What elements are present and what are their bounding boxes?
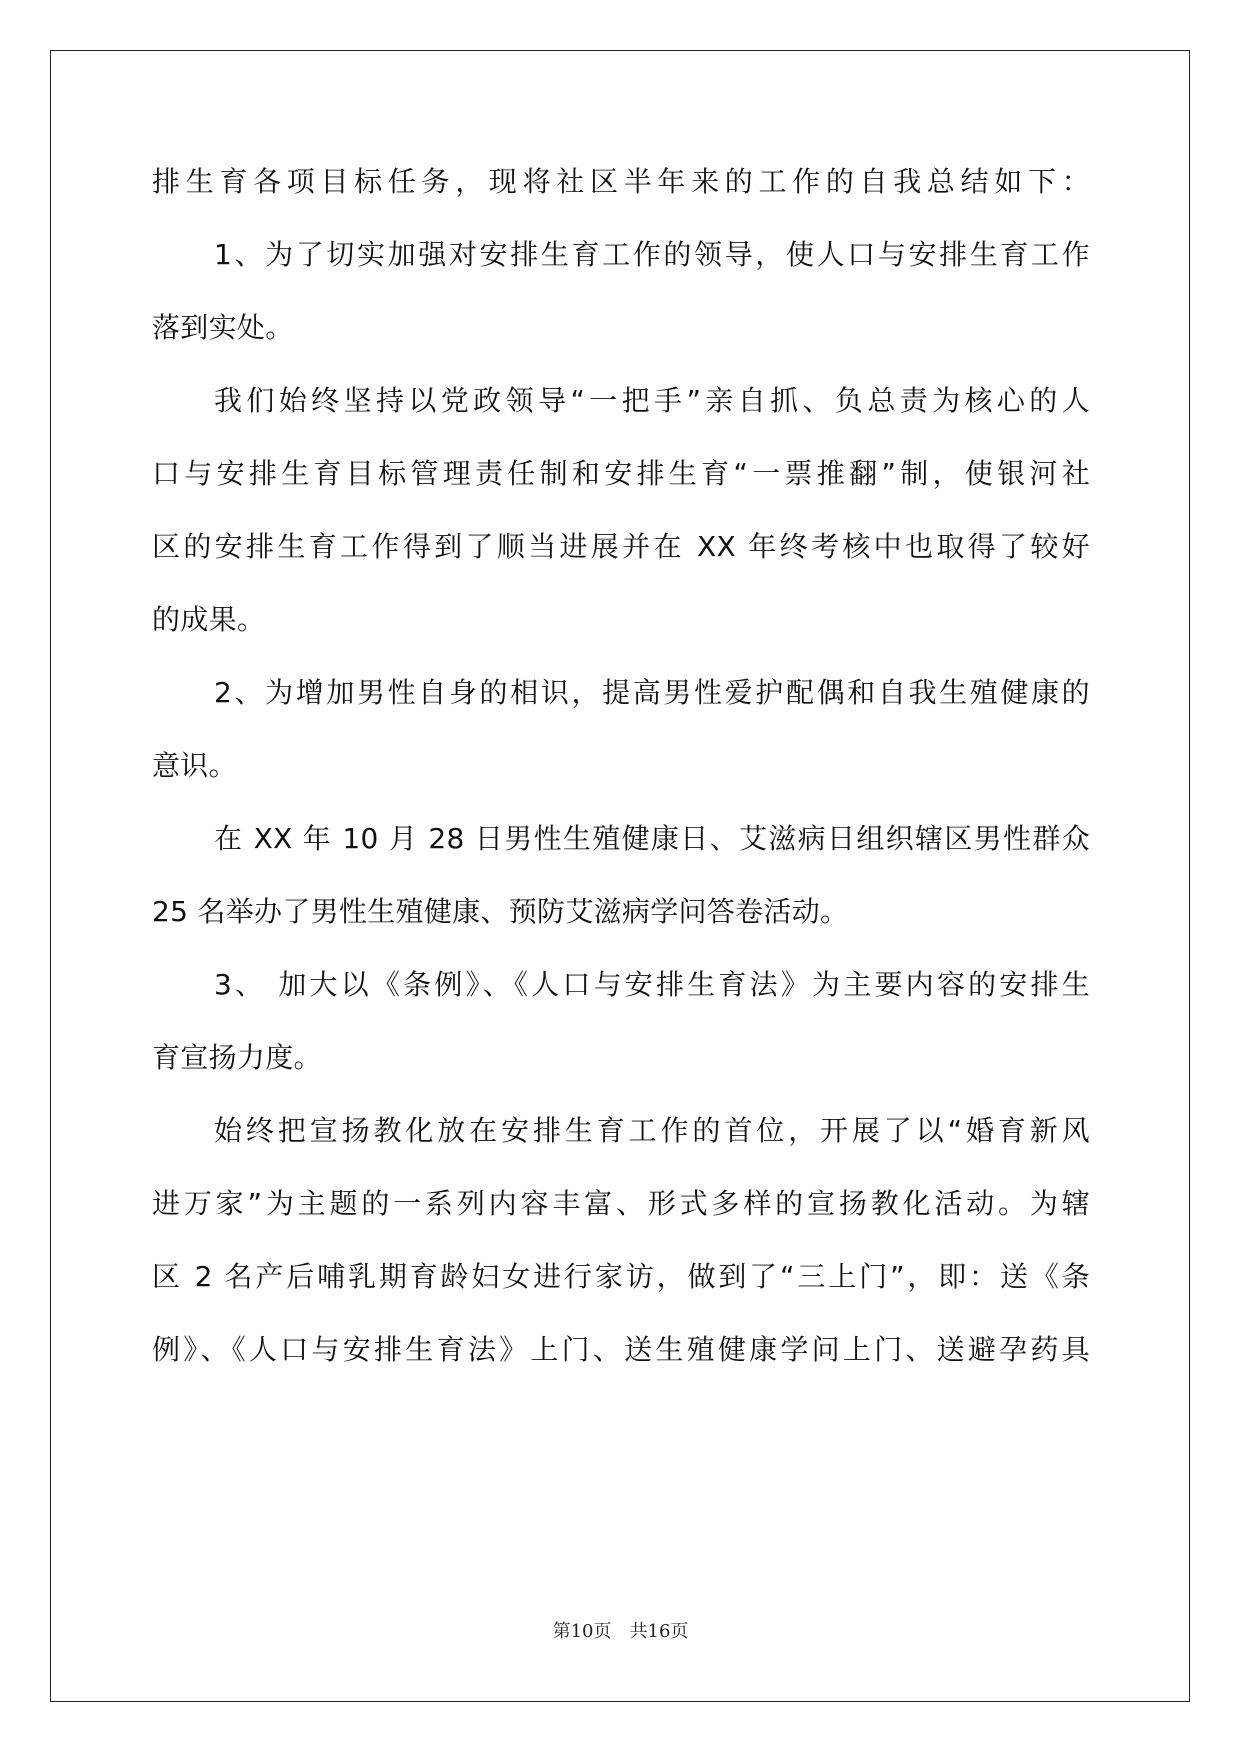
paragraph-line: 口与安排生育目标管理责任制和安排生育“一票推翻”制，使银河社 (152, 457, 1090, 490)
paragraph-line: 的成果。 (152, 603, 266, 636)
paragraph-line: 始终把宣扬教化放在安排生育工作的首位，开展了以“婚育新风 (214, 1114, 1090, 1147)
paragraph-line: 进万家”为主题的一系列内容丰富、形式多样的宣扬教化活动。为辖 (152, 1187, 1090, 1220)
paragraph-line: 在 XX 年 10 月 28 日男性生殖健康日、艾滋病日组织辖区男性群众 (214, 822, 1090, 855)
paragraph-line: 意识。 (152, 749, 237, 782)
paragraph-line: 25 名举办了男性生殖健康、预防艾滋病学问答卷活动。 (152, 895, 849, 928)
paragraph-line: 区的安排生育工作得到了顺当进展并在 XX 年终考核中也取得了较好 (152, 530, 1090, 563)
paragraph-line: 育宣扬力度。 (152, 1041, 322, 1074)
paragraph-line: 我们始终坚持以党政领导“一把手”亲自抓、负总责为核心的人 (214, 384, 1090, 417)
paragraph-line: 例》、《人口与安排生育法》上门、送生殖健康学问上门、送避孕药具 (152, 1333, 1090, 1366)
paragraph-line: 3、 加大以《条例》、《人口与安排生育法》为主要内容的安排生 (214, 968, 1090, 1001)
page-border (50, 50, 1190, 1702)
paragraph-line: 落到实处。 (152, 311, 294, 344)
paragraph-line: 区 2 名产后哺乳期育龄妇女进行家访，做到了“三上门”，即：送《条 (152, 1260, 1090, 1293)
paragraph-line: 1、为了切实加强对安排生育工作的领导，使人口与安排生育工作 (214, 238, 1090, 271)
paragraph-line: 2、为增加男性自身的相识，提高男性爱护配偶和自我生殖健康的 (214, 676, 1090, 709)
page-number-footer: 第10页 共16页 (552, 1621, 689, 1642)
paragraph-line: 排生育各项目标任务，现将社区半年来的工作的自我总结如下： (152, 165, 1090, 198)
